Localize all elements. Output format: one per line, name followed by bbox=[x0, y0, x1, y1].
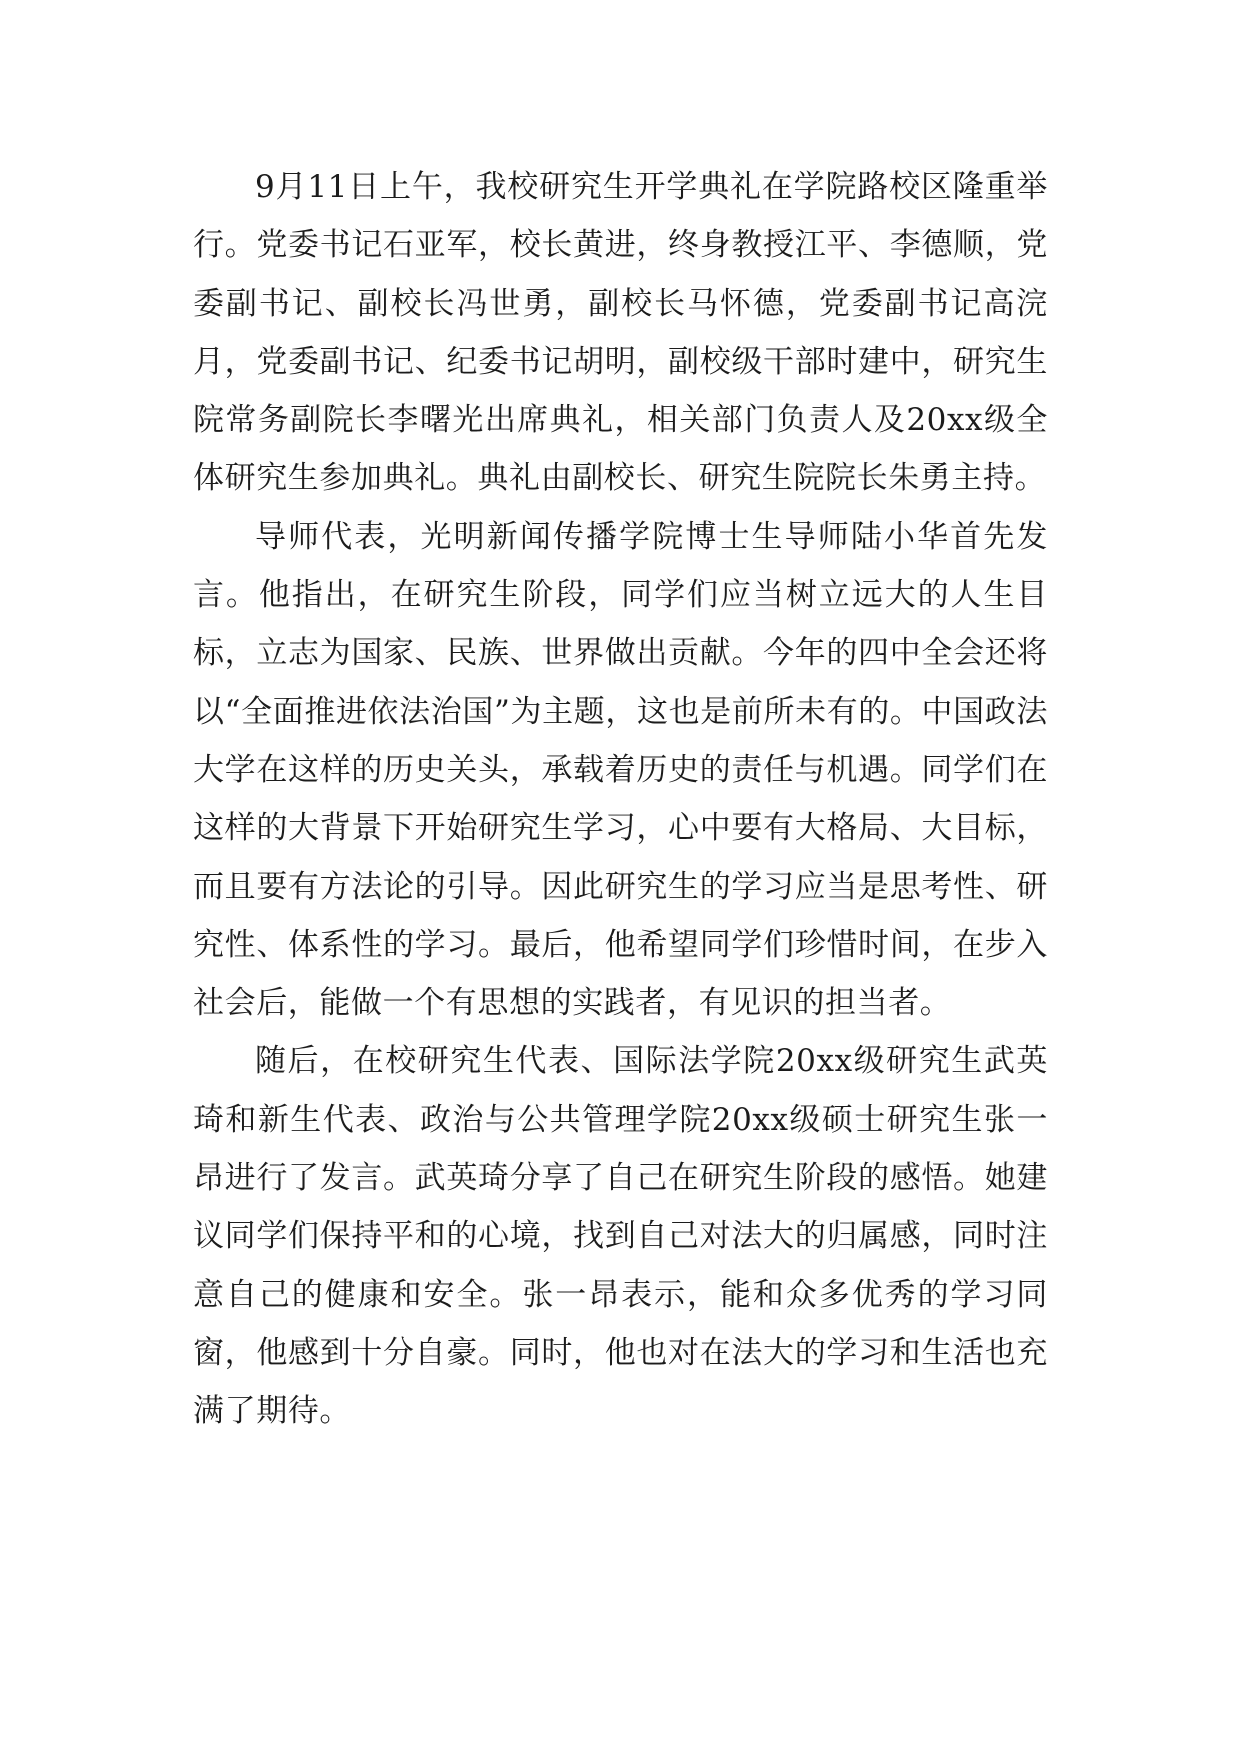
paragraph-advisor-speech: 导师代表，光明新闻传播学院博士生导师陆小华首先发言。他指出，在研究生阶段，同学们应当树立远大的人生目标，立志为国家、民族、世界做出贡献。今年的四中全会还将以“全面推进依法治国”为主题，这也是前所未有的。中国政法大学在这样的历史关头，承载着历史的责任与机遇。同学们在这样的大背景下开始研究生学习，心中要有大格局、大目标，而且要有方法论的引导。因此研究生的学习应当是思考性、研究性、体系性的学习。最后，他希望同学们珍惜时间，在步入社会后，能做一个有思想的实践者，有见识的担当者。 bbox=[193, 518, 1048, 1022]
document-body bbox=[193, 158, 1048, 1441]
paragraph-opening-ceremony: 9月11日上午，我校研究生开学典礼在学院路校区隆重举行。党委书记石亚军，校长黄进，终身教授江平、李德顺，党委副书记、副校长冯世勇，副校长马怀德，党委副书记高浣月，党委副书记、纪委书记胡明，副校级干部时建中，研究生院常务副院长李曙光出席典礼，相关部门负责人及20xx级全体研究生参加典礼。典礼由副校长、研究生院院长朱勇主持。 bbox=[193, 169, 1048, 497]
paragraph-student-speeches: 随后，在校研究生代表、国际法学院20xx级研究生武英琦和新生代表、政治与公共管理学院20xx级硕士研究生张一昂进行了发言。武英琦分享了自己在研究生阶段的感悟。她建议同学们保持平和的心境，找到自己对法大的归属感，同时注意自己的健康和安全。张一昂表示，能和众多优秀的学习同窗，他感到十分自豪。同时，他也对在法大的学习和生活也充满了期待。 bbox=[193, 1043, 1048, 1430]
